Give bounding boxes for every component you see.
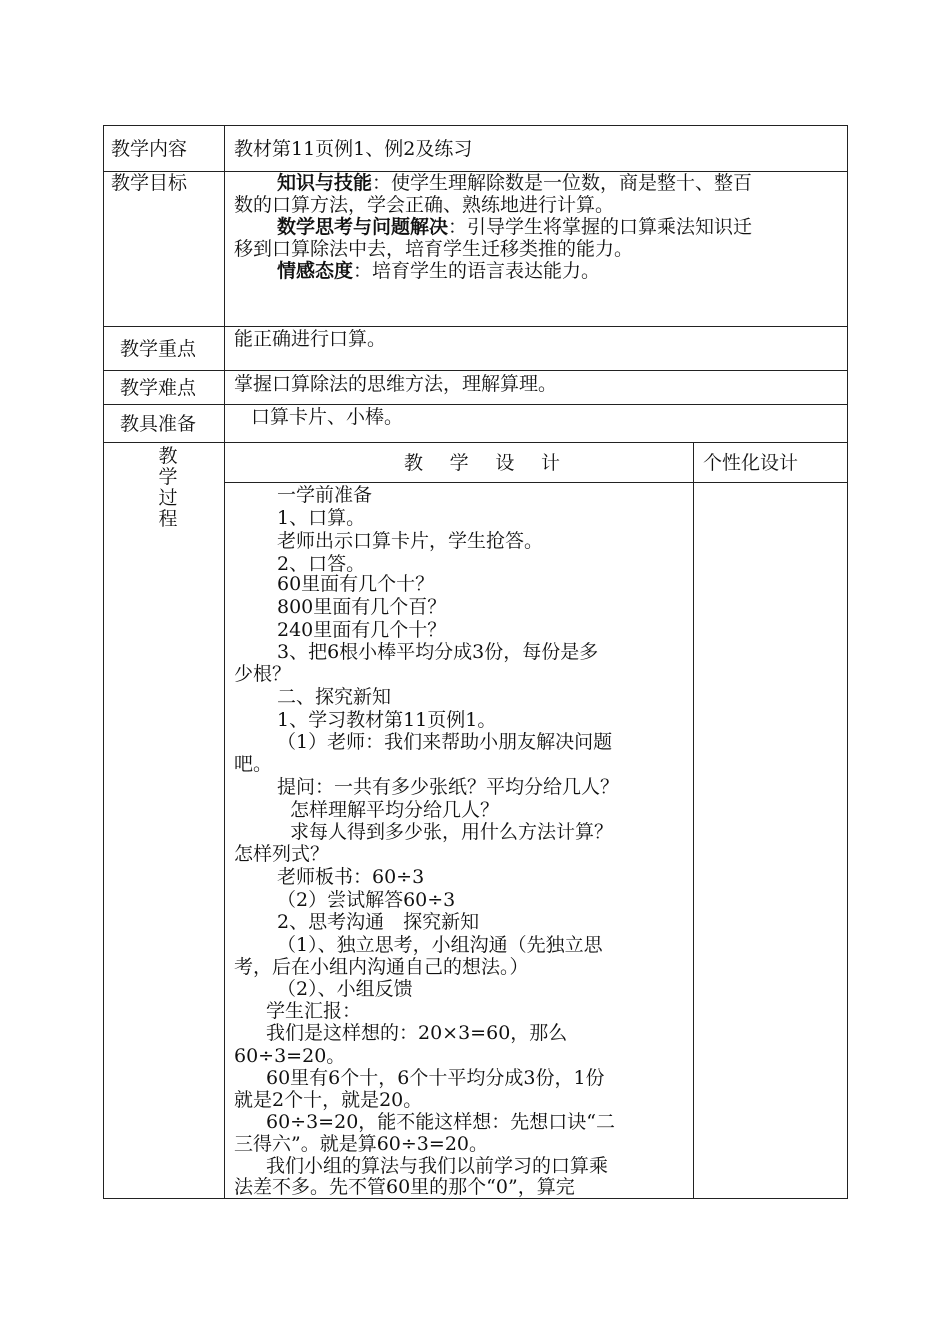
keypoint-label: 教学重点 — [120, 338, 197, 360]
process-line: 老师板书：60÷3 — [277, 866, 425, 888]
objective-heading: 知识与技能 — [277, 172, 373, 194]
process-label-char: 教 — [158, 445, 178, 467]
process-line: 60里面有几个十？ — [277, 573, 435, 595]
table-divider-personal-column — [693, 442, 694, 1199]
process-line: 2、思考沟通 探究新知 — [277, 911, 480, 933]
process-line: 学生汇报： — [266, 1000, 362, 1022]
design-header-char: 设 — [495, 452, 515, 474]
process-line: 求每人得到多少张，用什么方法计算？ — [290, 821, 614, 843]
table-border-right — [847, 125, 848, 1199]
process-line: 怎样列式？ — [234, 843, 330, 865]
process-line: 60里有6个十，6个十平均分成3份，1份 — [266, 1067, 605, 1089]
process-line-text: 3、把6根小棒平均分成3份，每份是多 — [277, 641, 599, 663]
table-divider-row — [103, 326, 848, 327]
process-line — [277, 641, 686, 663]
objective-heading: 数学思考与问题解决 — [277, 216, 449, 238]
table-divider-design-header — [224, 482, 848, 483]
difficulty-label: 教学难点 — [120, 377, 197, 399]
process-line: 法差不多。先不管60里的那个“0”，算完 — [234, 1176, 575, 1198]
table-divider-label-column — [224, 125, 225, 1199]
objective-text: 移到口算除法中去，培育学生迁移类推的能力。 — [234, 238, 634, 260]
process-line: （2）、小组反馈 — [277, 978, 413, 1000]
table-border-bottom — [103, 1198, 848, 1199]
design-header-char: 计 — [540, 452, 560, 474]
process-line: 1、学习教材第11页例1。 — [277, 709, 497, 731]
table-divider-row — [103, 442, 848, 443]
process-line: 60÷3=20，能不能这样想：先想口诀“二 — [266, 1111, 615, 1133]
personal-design-header: 个性化设计 — [703, 452, 799, 474]
process-line: 老师出示口算卡片，学生抢答。 — [277, 530, 544, 552]
process-line: 怎样理解平均分给几人？ — [290, 799, 500, 821]
keypoint-value: 能正确进行口算。 — [234, 328, 387, 350]
objectives-line — [277, 260, 600, 282]
design-header-char: 学 — [449, 452, 469, 474]
table-border-left — [103, 125, 104, 1199]
process-line: 1、口算。 — [277, 507, 366, 529]
content-value: 教材第11页例1、例2及练习 — [234, 138, 473, 160]
objective-text: 数的口算方法，学会正确、熟练地进行计算。 — [234, 194, 615, 216]
process-line: （1）、独立思考，小组沟通（先独立思 — [277, 934, 603, 956]
objectives-label: 教学目标 — [111, 172, 188, 194]
process-line: 2、口答。 — [277, 553, 366, 575]
process-label-char: 学 — [158, 466, 178, 488]
objective-text: ：引导学生将掌握的口算乘法知识迁 — [448, 216, 753, 238]
process-line — [266, 1022, 686, 1044]
process-line-text: 我们是这样想的：20×3=60，那么 — [266, 1022, 568, 1044]
process-line: 就是2个十，就是20。 — [234, 1089, 423, 1111]
process-line: 吧。 — [234, 753, 273, 775]
table-divider-row — [103, 370, 848, 371]
process-line: 一学前准备 — [277, 484, 373, 506]
process-line: 800里面有几个百？ — [277, 596, 447, 618]
objectives-line — [277, 172, 839, 194]
process-line: 240里面有几个十？ — [277, 619, 447, 641]
process-line: （1）老师：我们来帮助小朋友解决问题 — [277, 731, 613, 753]
process-line: 少根？ — [234, 663, 292, 685]
tools-value: 口算卡片、小棒。 — [251, 406, 404, 428]
process-label-char: 过 — [158, 487, 178, 509]
objective-text: ：使学生理解除数是一位数，商是整十、整百 — [372, 172, 753, 194]
process-line: 提问：一共有多少张纸？平均分给几人？ — [277, 776, 620, 798]
process-line: 考，后在小组内沟通自己的想法。） — [234, 956, 529, 978]
table-divider-row — [103, 404, 848, 405]
process-label-char: 程 — [158, 508, 178, 530]
design-header-char: 教 — [404, 452, 424, 474]
process-line: 60÷3=20。 — [234, 1045, 346, 1067]
process-line: 三得六”。就是算60÷3=20。 — [234, 1133, 488, 1155]
content-label: 教学内容 — [111, 138, 188, 160]
objectives-line — [277, 216, 752, 238]
process-line: 我们小组的算法与我们以前学习的口算乘 — [266, 1155, 609, 1177]
tools-label: 教具准备 — [120, 413, 197, 435]
process-line: 二、探究新知 — [277, 686, 392, 708]
objective-heading: 情感态度 — [277, 260, 354, 282]
table-border-top — [103, 125, 848, 126]
process-label — [148, 446, 188, 530]
difficulty-value: 掌握口算除法的思维方法，理解算理。 — [234, 373, 558, 395]
design-header — [404, 452, 560, 474]
objective-text: ：培育学生的语言表达能力。 — [353, 260, 601, 282]
process-line: （2）尝试解答60÷3 — [277, 889, 456, 911]
